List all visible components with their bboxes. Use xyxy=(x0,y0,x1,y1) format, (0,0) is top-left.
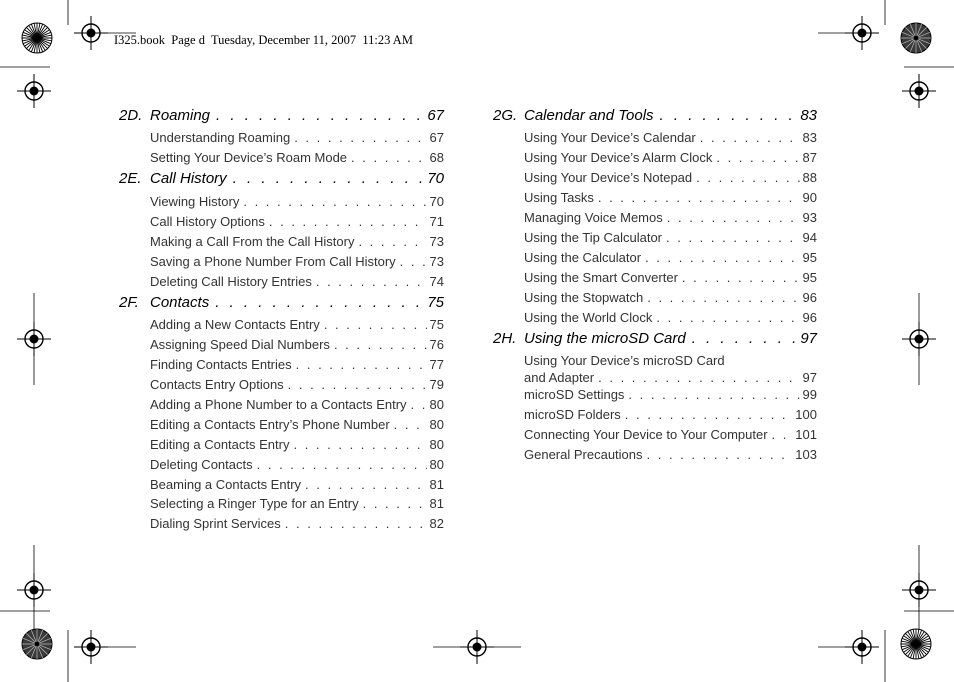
section-heading[interactable] xyxy=(119,293,444,313)
entry-page: 74 xyxy=(429,274,444,289)
entry-page: 87 xyxy=(802,150,817,165)
entry-page: 103 xyxy=(795,447,817,462)
dot-leader xyxy=(293,436,426,454)
dot-leader xyxy=(716,149,799,167)
toc-entry[interactable] xyxy=(150,495,444,513)
section-heading[interactable] xyxy=(119,106,444,126)
toc-entry[interactable] xyxy=(524,269,817,287)
entry-label: Editing a Contacts Entry’s Phone Number xyxy=(150,417,390,432)
entry-label: Assigning Speed Dial Numbers xyxy=(150,337,330,352)
entry-label: General Precautions xyxy=(524,447,643,462)
entry-page: 73 xyxy=(429,234,444,249)
entry-page: 95 xyxy=(802,250,817,265)
entry-label: Beaming a Contacts Entry xyxy=(150,477,302,492)
section-title: Using the microSD Card xyxy=(524,330,686,347)
dot-leader xyxy=(400,253,427,271)
toc-entry[interactable] xyxy=(524,129,817,147)
dot-leader xyxy=(296,356,427,374)
entry-page: 83 xyxy=(802,130,817,145)
entry-page: 81 xyxy=(429,477,444,492)
entry-page: 97 xyxy=(802,370,817,385)
entry-label: Viewing History xyxy=(150,194,240,209)
entry-label: Using Your Device’s Alarm Clock xyxy=(524,150,713,165)
section-heading[interactable] xyxy=(493,106,817,126)
entry-label: Understanding Roaming xyxy=(150,130,291,145)
toc-entry[interactable] xyxy=(524,189,817,207)
toc-entry[interactable] xyxy=(524,426,817,444)
toc-entry[interactable] xyxy=(150,436,444,454)
dot-leader xyxy=(358,233,426,251)
section-heading[interactable] xyxy=(119,169,444,189)
toc-entry[interactable] xyxy=(150,273,444,291)
entry-label: Using the Stopwatch xyxy=(524,290,644,305)
entry-label: Deleting Call History Entries xyxy=(150,274,312,289)
toc-entry[interactable] xyxy=(150,149,444,167)
entry-page: 95 xyxy=(802,270,817,285)
entry-label: microSD Settings xyxy=(524,387,625,402)
entry-label: Using the Smart Converter xyxy=(524,270,678,285)
section-page: 67 xyxy=(427,107,444,124)
entry-page: 90 xyxy=(802,190,817,205)
dot-leader xyxy=(316,273,427,291)
entry-label: Making a Call From the Call History xyxy=(150,234,355,249)
entry-page: 88 xyxy=(802,170,817,185)
entry-label: microSD Folders xyxy=(524,407,621,422)
toc-entry[interactable] xyxy=(524,229,817,247)
toc-entry[interactable] xyxy=(524,149,817,167)
entry-label: Saving a Phone Number From Call History xyxy=(150,254,396,269)
toc-entry[interactable] xyxy=(524,289,817,307)
section-heading[interactable] xyxy=(493,329,817,349)
entry-label: Using Your Device’s microSD Card xyxy=(524,353,725,368)
section-page: 75 xyxy=(427,294,444,311)
entry-page: 100 xyxy=(795,407,817,422)
dot-leader xyxy=(700,129,800,147)
toc-entry[interactable] xyxy=(150,129,444,147)
entry-label: Connecting Your Device to Your Computer xyxy=(524,427,768,442)
toc-entry[interactable] xyxy=(524,353,817,387)
entry-page: 93 xyxy=(802,210,817,225)
dot-leader xyxy=(216,106,424,126)
dot-leader xyxy=(243,193,426,211)
section-number: 2G. xyxy=(493,107,518,124)
toc-entry[interactable] xyxy=(150,213,444,231)
toc-entry[interactable] xyxy=(150,193,444,211)
toc-entry[interactable] xyxy=(150,356,444,374)
toc-entry[interactable] xyxy=(150,376,444,394)
dot-leader xyxy=(656,309,799,327)
entry-label: Adding a New Contacts Entry xyxy=(150,317,320,332)
entry-label: Selecting a Ringer Type for an Entry xyxy=(150,496,359,511)
entry-page: 80 xyxy=(429,397,444,412)
dot-leader xyxy=(411,396,427,414)
dot-leader xyxy=(696,169,799,187)
entry-label: Using the Calculator xyxy=(524,250,642,265)
toc-entry[interactable] xyxy=(524,386,817,404)
entry-page: 68 xyxy=(429,150,444,165)
dot-leader xyxy=(285,515,427,533)
toc-entry[interactable] xyxy=(150,316,444,334)
section-title: Contacts xyxy=(150,294,210,311)
entry-page: 101 xyxy=(795,427,817,442)
toc-entry[interactable] xyxy=(150,233,444,251)
entry-label-continued: and Adapter xyxy=(524,370,595,385)
section-title: Call History xyxy=(150,170,227,187)
dot-leader xyxy=(772,426,793,444)
dot-leader xyxy=(666,229,800,247)
toc-entry[interactable] xyxy=(150,336,444,354)
dot-leader xyxy=(294,129,426,147)
section-page: 83 xyxy=(800,107,817,124)
entry-label: Dialing Sprint Services xyxy=(150,516,281,531)
dot-leader xyxy=(598,189,800,207)
entry-label: Adding a Phone Number to a Contacts Entry xyxy=(150,397,407,412)
toc-entry[interactable] xyxy=(150,456,444,474)
print-slug: I325.book Page d Tuesday, December 11, 2007 11:23 AM xyxy=(114,33,413,47)
toc-entry[interactable] xyxy=(524,249,817,267)
entry-page: 82 xyxy=(429,516,444,531)
toc-entry[interactable] xyxy=(524,309,817,327)
toc-entry[interactable] xyxy=(150,396,444,414)
entry-label: Using Your Device’s Notepad xyxy=(524,170,693,185)
dot-leader xyxy=(269,213,427,231)
entry-page: 80 xyxy=(429,437,444,452)
section-page: 97 xyxy=(800,330,817,347)
toc-entry[interactable] xyxy=(150,253,444,271)
entry-label: Call History Options xyxy=(150,214,265,229)
entry-page: 67 xyxy=(429,130,444,145)
dot-leader xyxy=(324,316,427,334)
entry-page: 79 xyxy=(429,377,444,392)
entry-page: 80 xyxy=(429,417,444,432)
entry-page: 70 xyxy=(429,194,444,209)
toc-entry[interactable] xyxy=(524,209,817,227)
dot-leader xyxy=(692,329,798,349)
section-title: Calendar and Tools xyxy=(524,107,654,124)
entry-label: Using the Tip Calculator xyxy=(524,230,663,245)
entry-page: 96 xyxy=(802,310,817,325)
dot-leader xyxy=(667,209,800,227)
section-number: 2D. xyxy=(119,107,143,124)
section-number: 2H. xyxy=(493,330,517,347)
entry-label: Using the World Clock xyxy=(524,310,653,325)
dot-leader xyxy=(257,456,427,474)
dot-leader xyxy=(625,406,793,424)
entry-page: 96 xyxy=(802,290,817,305)
dot-leader xyxy=(334,336,427,354)
entry-page: 77 xyxy=(429,357,444,372)
dot-leader xyxy=(598,369,799,387)
dot-leader xyxy=(682,269,800,287)
entry-label: Deleting Contacts xyxy=(150,457,253,472)
entry-page: 99 xyxy=(802,387,817,402)
entry-label: Finding Contacts Entries xyxy=(150,357,292,372)
dot-leader xyxy=(233,169,425,189)
toc-entry[interactable] xyxy=(524,406,817,424)
dot-leader xyxy=(363,495,427,513)
toc-entry[interactable] xyxy=(524,169,817,187)
entry-page: 80 xyxy=(429,457,444,472)
section-number: 2F. xyxy=(119,294,139,311)
section-number: 2E. xyxy=(119,170,142,187)
entry-page: 73 xyxy=(429,254,444,269)
dot-leader xyxy=(288,376,427,394)
entry-page: 76 xyxy=(429,337,444,352)
dot-leader xyxy=(394,416,427,434)
entry-page: 94 xyxy=(802,230,817,245)
entry-label: Using Tasks xyxy=(524,190,594,205)
entry-label: Managing Voice Memos xyxy=(524,210,663,225)
entry-page: 75 xyxy=(429,317,444,332)
dot-leader xyxy=(660,106,798,126)
dot-leader xyxy=(628,386,799,404)
entry-label: Setting Your Device’s Roam Mode xyxy=(150,150,348,165)
toc-entry[interactable] xyxy=(524,446,817,464)
section-title: Roaming xyxy=(150,107,211,124)
entry-page: 81 xyxy=(429,496,444,511)
entry-label: Contacts Entry Options xyxy=(150,377,284,392)
dot-leader xyxy=(647,289,799,307)
toc-entry[interactable] xyxy=(150,476,444,494)
entry-label: Editing a Contacts Entry xyxy=(150,437,290,452)
dot-leader xyxy=(351,149,426,167)
toc-entry[interactable] xyxy=(150,515,444,533)
entry-page: 71 xyxy=(429,214,444,229)
section-page: 70 xyxy=(427,170,444,187)
dot-leader xyxy=(215,293,424,313)
entry-label: Using Your Device’s Calendar xyxy=(524,130,696,145)
toc-entry[interactable] xyxy=(150,416,444,434)
dot-leader xyxy=(647,446,793,464)
dot-leader xyxy=(305,476,427,494)
dot-leader xyxy=(645,249,799,267)
